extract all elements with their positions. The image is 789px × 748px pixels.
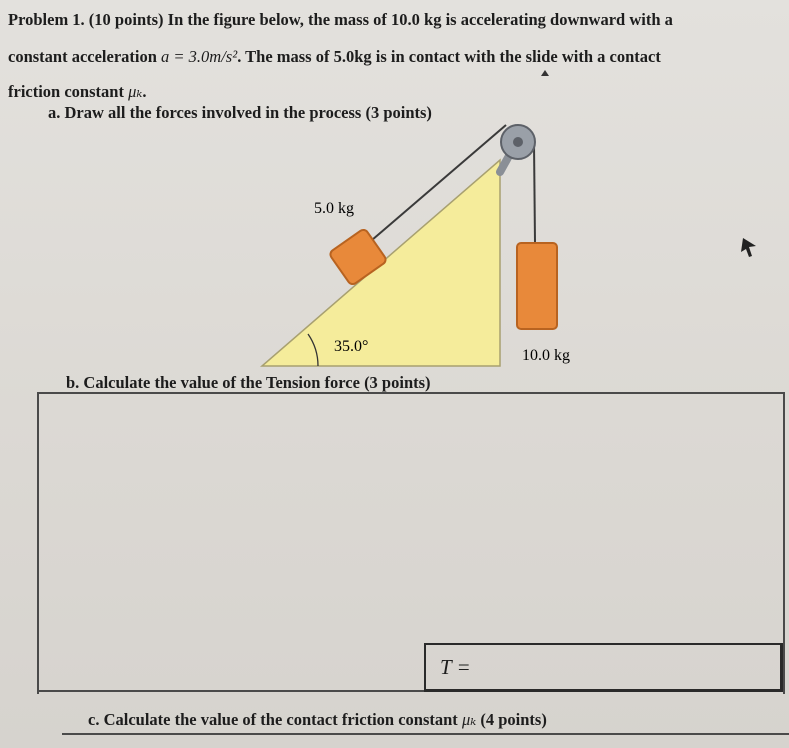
problem-text-1: Problem 1. (10 points) In the figure below, the mass of 10.0 kg is accelerating downward with a	[8, 10, 673, 29]
part-c-friction-symbol: μₖ	[461, 710, 477, 729]
mass-large-label: 10.0 kg	[522, 347, 570, 364]
tension-answer-box[interactable]	[424, 643, 783, 692]
problem-text-2b: . The mass of 5.0kg is in contact with the slide with a contact	[237, 47, 661, 66]
part-c-text-b: (4 points)	[476, 710, 547, 729]
part-c-label	[88, 710, 547, 730]
mass-small-label: 5.0 kg	[314, 200, 354, 217]
pulley-hub	[513, 137, 523, 147]
problem-text-3a: friction constant	[8, 82, 129, 101]
part-b-label: b. Calculate the value of the Tension force (3 points)	[66, 373, 431, 392]
cursor-arrow-icon	[741, 238, 756, 257]
rope-hanging	[534, 143, 535, 243]
caret-mark-icon	[541, 70, 549, 76]
block-10kg	[517, 243, 557, 329]
problem-text-2a: constant acceleration	[8, 47, 162, 66]
acceleration-value: a = 3.0m/s²	[161, 47, 238, 66]
tension-answer-label: T =	[440, 655, 471, 679]
part-c-box-top	[62, 733, 789, 735]
problem-text-3b: .	[142, 82, 147, 101]
angle-label: 35.0°	[334, 338, 369, 355]
part-a-label: a. Draw all the forces involved in the process (3 points)	[48, 103, 432, 122]
part-c-text-a: c. Calculate the value of the contact friction constant	[88, 710, 462, 729]
friction-symbol: μₖ	[128, 82, 143, 101]
